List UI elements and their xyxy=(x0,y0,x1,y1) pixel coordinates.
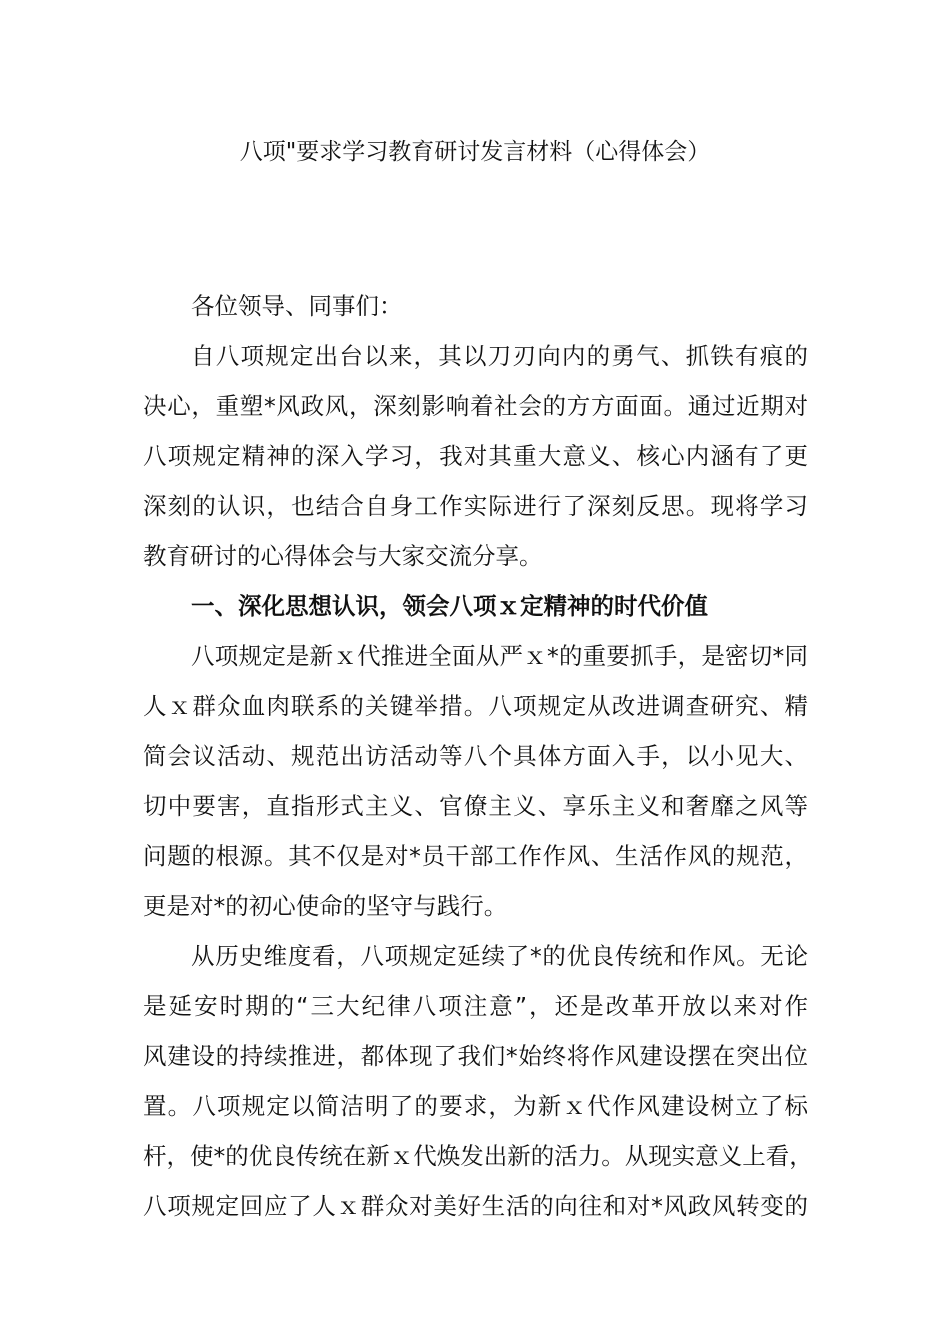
text-line: 切中要害，直指形式主义、官僚主义、享乐主义和奢靡之风等 xyxy=(143,792,808,820)
text-line: 八项规定精神的深入学习，我对其重大意义、核心内涵有了更 xyxy=(143,442,808,470)
text-line: 决心，重塑*风政风，深刻影响着社会的方方面面。通过近期对 xyxy=(143,392,808,420)
text-line: 风建设的持续推进，都体现了我们*始终将作风建设摆在突出位 xyxy=(143,1042,808,1070)
text-line: 置。八项规定以简洁明了的要求，为新ｘ代作风建设树立了标 xyxy=(143,1092,808,1120)
text-line: 是延安时期的“三大纪律八项注意”，还是改革开放以来对作 xyxy=(143,992,808,1020)
text-line: 杆，使*的优良传统在新ｘ代焕发出新的活力。从现实意义上看， xyxy=(143,1142,813,1170)
paragraph-significance xyxy=(143,631,808,931)
text-line: 教育研讨的心得体会与大家交流分享。 xyxy=(143,542,543,570)
text-line: 自八项规定出台以来，其以刀刃向内的勇气、抓铁有痕的 xyxy=(191,342,808,370)
text-line: 更是对*的初心使命的坚守与践行。 xyxy=(143,892,508,920)
text-line: 问题的根源。其不仅是对*员干部工作作风、生活作风的规范， xyxy=(143,842,808,870)
text-line: 人ｘ群众血肉联系的关键举措。八项规定从改进调查研究、精 xyxy=(143,692,808,720)
paragraph-intro xyxy=(143,331,808,581)
section-heading: 一、深化思想认识，领会八项ｘ定精神的时代价值 xyxy=(191,592,708,620)
paragraph-history xyxy=(143,931,813,1231)
text-line: 八项规定回应了人ｘ群众对美好生活的向往和对*风政风转变的 xyxy=(143,1192,808,1220)
text-line: 深刻的认识，也结合自身工作实际进行了深刻反思。现将学习 xyxy=(143,492,808,520)
text-line: 简会议活动、规范出访活动等八个具体方面入手，以小见大、 xyxy=(143,742,808,770)
text-line: 八项规定是新ｘ代推进全面从严ｘ*的重要抓手，是密切*同 xyxy=(191,642,808,670)
document-title: 八项"要求学习教育研讨发言材料（心得体会） xyxy=(239,139,711,165)
document-body xyxy=(143,281,813,1231)
text-line: 从历史维度看，八项规定延续了*的优良传统和作风。无论 xyxy=(191,942,808,970)
salutation: 各位领导、同事们： xyxy=(191,292,403,320)
